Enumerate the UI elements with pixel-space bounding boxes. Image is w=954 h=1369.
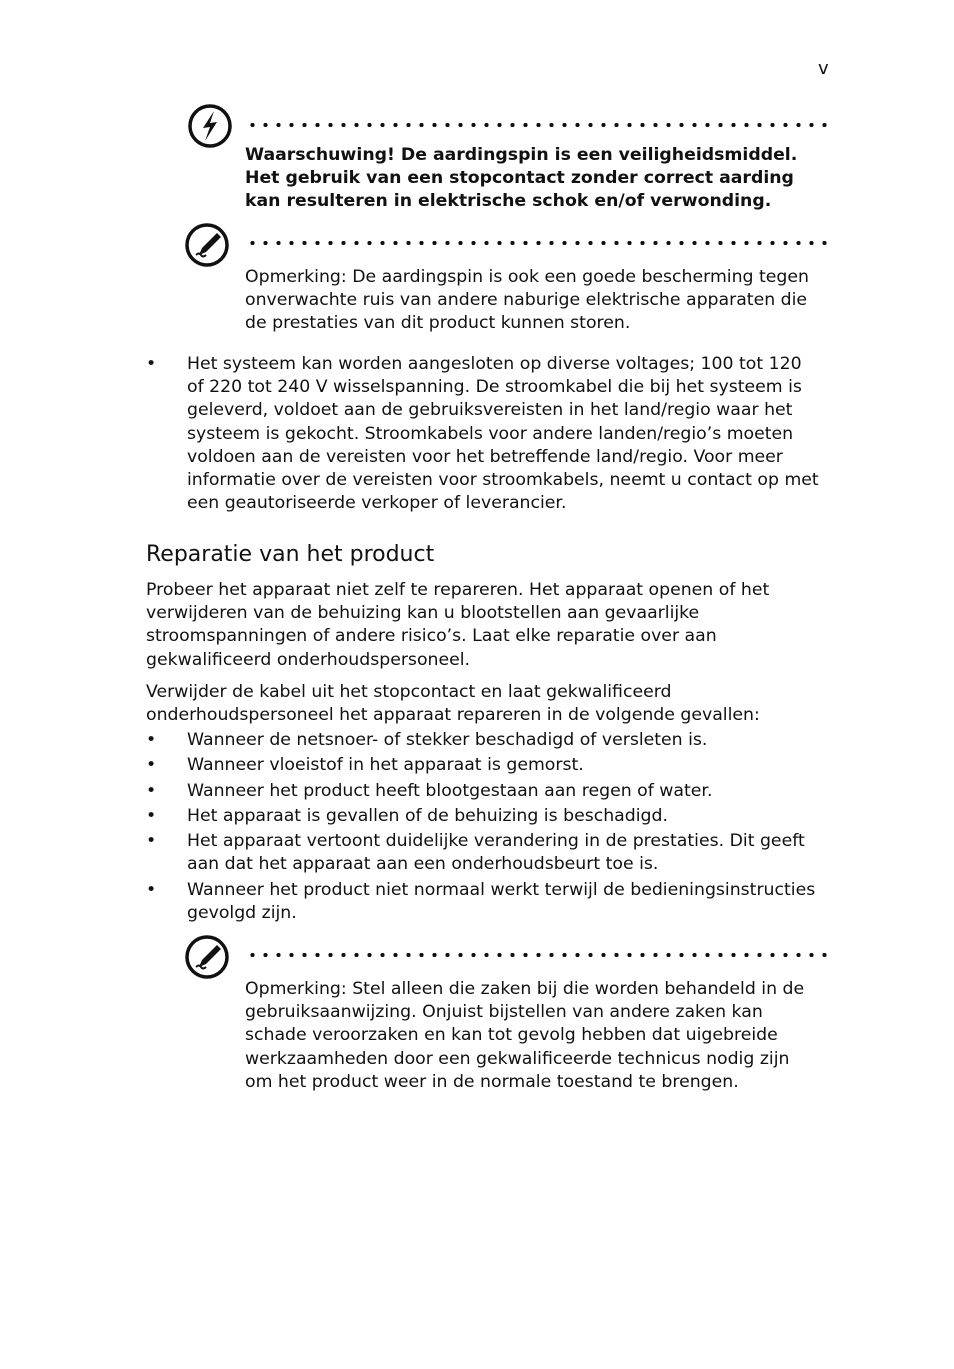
note2-paragraph [245, 978, 820, 1094]
bullet-marker: • [146, 354, 157, 374]
voltage-bullet-text: Het systeem kan worden aangesloten op diverse voltages; 100 tot 120 of 220 tot 240 V wisselspanning. De stroomkabel die bij het systeem is geleverd, voldoet aan de gebruiksvereisten in het land/regio waar het systeem is gekocht. Stroomkabels voor andere landen/regio’s moeten voldoen aan de vereisten voor het betreffende land/regio. Voor meer informatie over de vereisten voor stroomkabels, neemt u contact op met een geautoriseerde verkoper of leverancier. [187, 354, 819, 514]
bullet-marker: • [146, 730, 157, 750]
note1-label: Opmerking: [245, 267, 347, 287]
note-pen-icon [184, 222, 230, 268]
bullet-marker: • [146, 806, 157, 826]
note1-paragraph [245, 266, 820, 336]
warning-text: Waarschuwing! De aardingspin is een veiligheidsmiddel. Het gebruik van een stopcontact zonder correct aarding kan resulteren in elektrische schok en/of verwonding. [245, 145, 798, 212]
list-item-text: Wanneer de netsnoer- of stekker beschadigd of versleten is. [187, 730, 708, 750]
list-item-text: Het apparaat is gevallen of de behuizing is beschadigd. [187, 806, 668, 826]
section-heading: Reparatie van het product [146, 542, 435, 567]
note-pen-icon [184, 934, 230, 980]
note1-text: De aardingspin is ook een goede bescherming tegen onverwachte ruis van andere naburige elektrische apparaten die de prestaties van dit product kunnen storen. [245, 267, 809, 334]
note1-divider [246, 241, 832, 245]
list-item-text: Wanneer het product heeft blootgestaan aan regen of water. [187, 781, 713, 801]
note2-label: Opmerking: [245, 979, 347, 999]
note2-divider [246, 953, 832, 957]
warning-lightning-icon [187, 103, 233, 149]
bullet-marker: • [146, 880, 157, 900]
list-item-text: Wanneer het product niet normaal werkt terwijl de bedieningsinstructies gevolgd zijn. [187, 880, 816, 924]
list-item-text: Het apparaat vertoont duidelijke verandering in de prestaties. Dit geeft aan dat het apparaat aan een onderhoudsbeurt toe is. [187, 831, 805, 875]
page-number: v [818, 58, 829, 79]
note2-text: Stel alleen die zaken bij die worden behandeld in de gebruiksaanwijzing. Onjuist bijstellen van andere zaken kan schade veroorzaken en kan tot gevolg hebben dat uigebreide werkzaamheden door een gekwalificeerde technicus nodig zijn om het product weer in de normale toestand te brengen. [245, 979, 805, 1092]
warning-divider [246, 123, 832, 127]
list-item-text: Wanneer vloeistof in het apparaat is gemorst. [187, 755, 584, 775]
section-paragraph-2: Verwijder de kabel uit het stopcontact en laat gekwalificeerd onderhoudspersoneel het apparaat repareren in de volgende gevallen: [146, 682, 760, 726]
bullet-marker: • [146, 781, 157, 801]
bullet-marker: • [146, 831, 157, 851]
section-paragraph-1: Probeer het apparaat niet zelf te repareren. Het apparaat openen of het verwijderen van de behuizing kan u blootstellen aan gevaarlijke stroomspanningen of andere risico’s. Laat elke reparatie over aan gekwalificeerd onderhoudspersoneel. [146, 580, 770, 670]
bullet-marker: • [146, 755, 157, 775]
